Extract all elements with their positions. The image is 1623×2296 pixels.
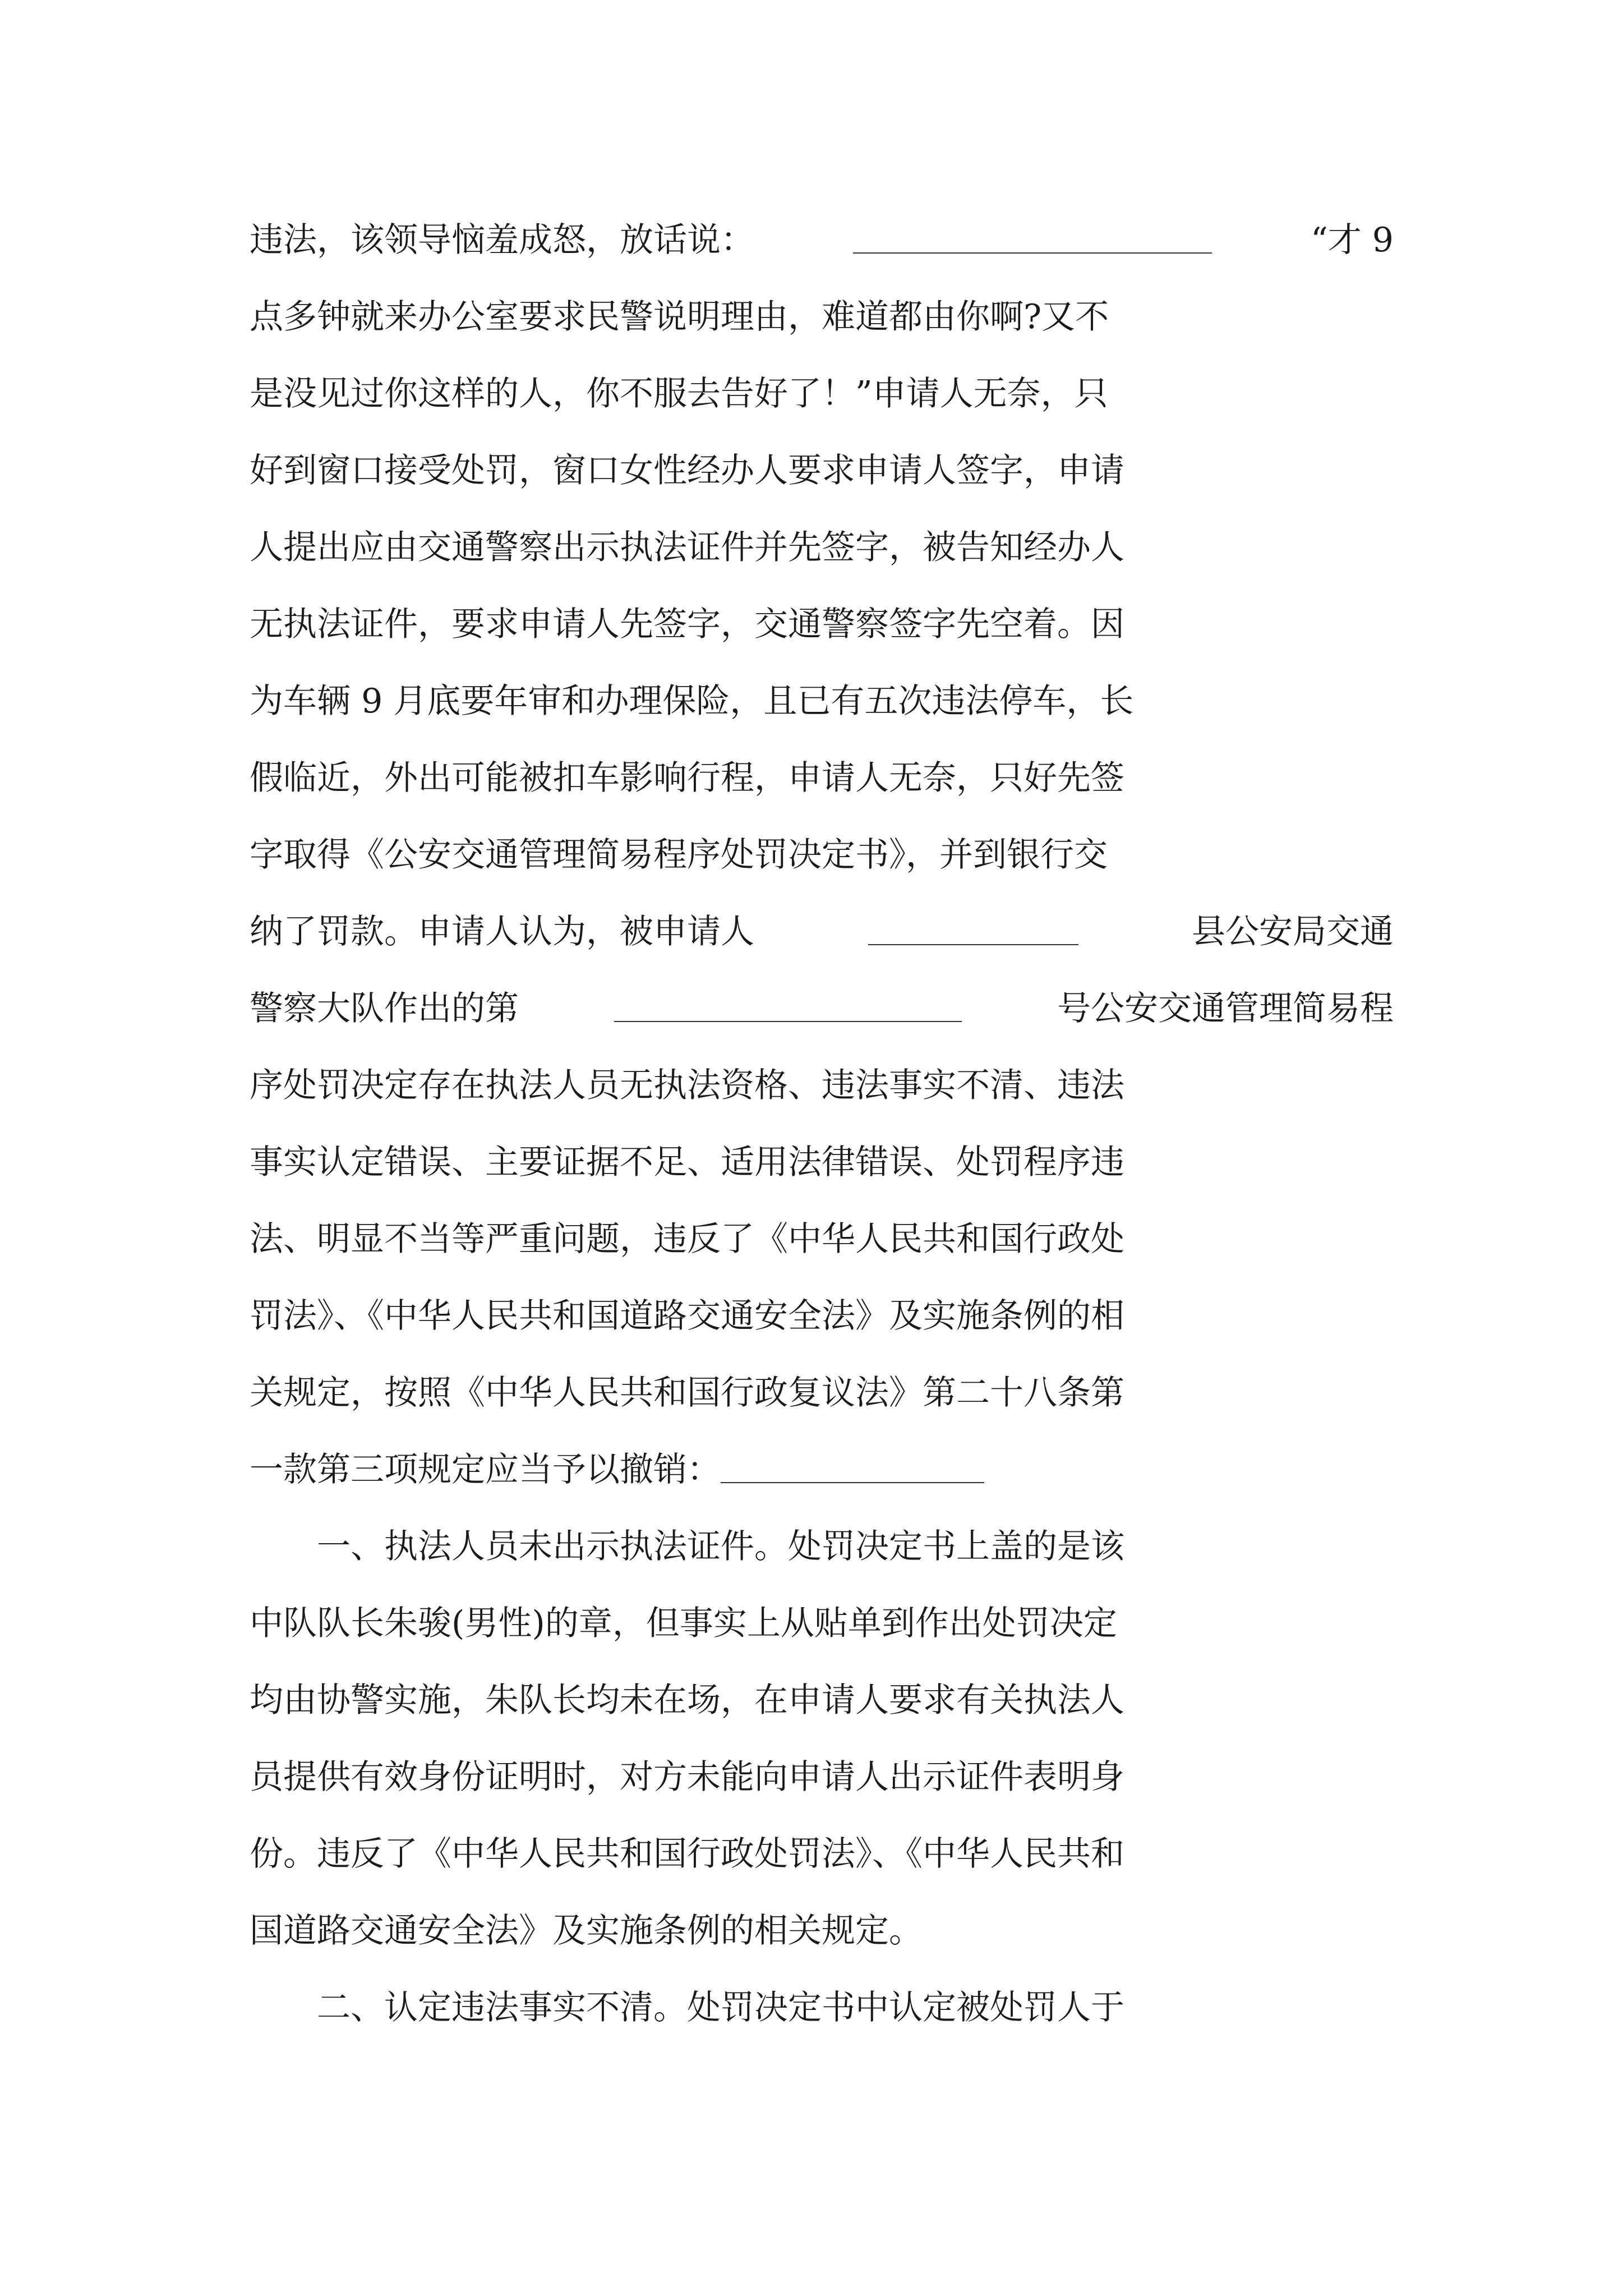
fill-in-blank xyxy=(853,252,1212,254)
text-segment: 无执法证件，要求申请人先签字，交通警察签字先空着。因 xyxy=(250,605,1124,644)
fill-in-blank xyxy=(868,944,1078,945)
text-segment: 二、认定违法事实不清。处罚决定书中认定被处罚人于 xyxy=(317,1988,1124,2027)
text-segment: 违法，该领导恼羞成怒，放话说： xyxy=(250,220,754,260)
text-segment: 人提出应由交通警察出示执法证件并先签字，被告知经办人 xyxy=(250,528,1124,567)
text-segment: 警察大队作出的第 xyxy=(250,989,519,1028)
text-line xyxy=(250,740,1394,817)
text-segment: 序处罚决定存在执法人员无执法资格、违法事实不清、违法 xyxy=(250,1066,1124,1105)
text-line xyxy=(250,1201,1394,1278)
text-segment: 法、明显不当等严重问题，违反了《中华人民共和国行政处 xyxy=(250,1220,1124,1259)
text-segment: 员提供有效身份证明时，对方未能向申请人出示证件表明身 xyxy=(250,1757,1124,1797)
fill-in-blank xyxy=(614,1020,962,1022)
text-line xyxy=(250,202,1394,279)
text-line xyxy=(250,1508,1394,1585)
text-segment: 为车辆 9 月底要年审和办理保险，且已有五次违法停车，长 xyxy=(250,682,1134,721)
text-segment: 点多钟就来办公室要求民警说明理由，难道都由你啊?又不 xyxy=(250,297,1109,337)
text-segment: “才 9 xyxy=(1311,220,1394,260)
text-segment: 事实认定错误、主要证据不足、适用法律错误、处罚程序违 xyxy=(250,1143,1124,1182)
text-line xyxy=(250,432,1394,509)
text-line xyxy=(250,1970,1394,2046)
text-line xyxy=(250,1816,1394,1893)
text-segment: 一、执法人员未出示执法证件。处罚决定书上盖的是该 xyxy=(317,1527,1124,1566)
text-segment: 份。违反了《中华人民共和国行政处罚法》、《中华人民共和 xyxy=(250,1834,1124,1874)
text-segment: 关规定，按照《中华人民共和国行政复议法》第二十八条第 xyxy=(250,1373,1124,1412)
text-segment: 一款第三项规定应当予以撤销： xyxy=(250,1450,721,1489)
text-line xyxy=(250,279,1394,356)
text-line xyxy=(250,817,1394,894)
text-line xyxy=(250,1047,1394,1124)
text-segment: 假临近，外出可能被扣车影响行程，申请人无奈，只好先签 xyxy=(250,758,1124,798)
text-line xyxy=(250,509,1394,586)
text-line xyxy=(250,894,1394,970)
text-line xyxy=(250,1355,1394,1432)
text-segment: 中队队长朱骏(男性)的章，但事实上从贴单到作出处罚决定 xyxy=(250,1604,1117,1643)
fill-in-blank xyxy=(721,1481,984,1483)
text-segment: 县公安局交通 xyxy=(1192,912,1394,951)
text-line xyxy=(250,1739,1394,1816)
text-line xyxy=(250,1124,1394,1201)
text-segment: 号公安交通管理简易程 xyxy=(1057,989,1394,1028)
text-line xyxy=(250,1893,1394,1970)
text-line xyxy=(250,1585,1394,1662)
document-body xyxy=(250,202,1394,2046)
text-segment: 国道路交通安全法》及实施条例的相关规定。 xyxy=(250,1911,923,1950)
text-segment: 字取得《公安交通管理简易程序处罚决定书》，并到银行交 xyxy=(250,835,1108,875)
text-line xyxy=(250,970,1394,1047)
text-segment: 纳了罚款。申请人认为，被申请人 xyxy=(250,912,754,951)
text-line xyxy=(250,663,1394,740)
text-line xyxy=(250,586,1394,663)
text-segment: 均由协警实施，朱队长均未在场，在申请人要求有关执法人 xyxy=(250,1681,1124,1720)
text-line xyxy=(250,1662,1394,1739)
text-line xyxy=(250,356,1394,432)
text-segment: 罚法》、《中华人民共和国道路交通安全法》及实施条例的相 xyxy=(250,1296,1124,1336)
text-segment: 好到窗口接受处罚，窗口女性经办人要求申请人签字，申请 xyxy=(250,451,1124,490)
text-segment: 是没见过你这样的人，你不服去告好了！”申请人无奈，只 xyxy=(250,374,1108,413)
text-line xyxy=(250,1278,1394,1355)
text-line xyxy=(250,1432,1394,1508)
